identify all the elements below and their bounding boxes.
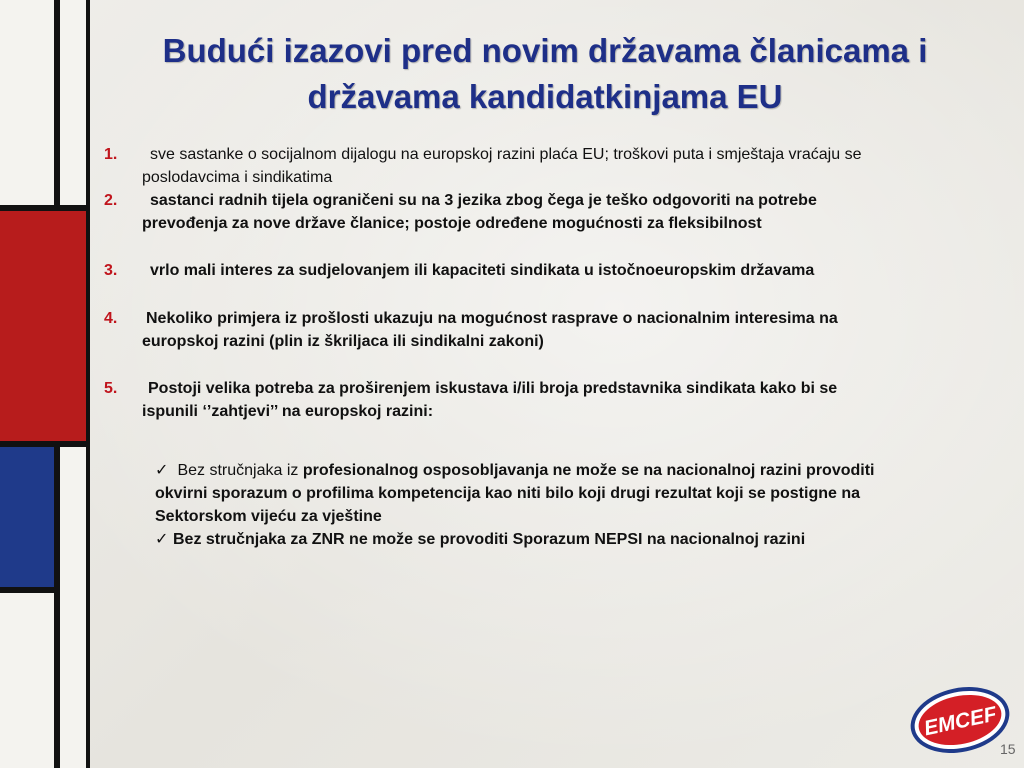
logo-text: EMCEF [921, 702, 999, 741]
list-item-2 [104, 189, 964, 235]
page-number: 15 [1000, 741, 1016, 757]
list-item-text-cont: europskoj razini (plin iz škriljaca ili sindikalni zakoni) [142, 333, 544, 350]
list-number: 4. [104, 310, 118, 327]
left-strip-blue-block [0, 447, 54, 587]
slide-title [120, 28, 970, 120]
left-strip-white-bottom-right [60, 447, 86, 768]
list-item-5 [104, 377, 964, 423]
list-item-3 [104, 259, 964, 282]
checkmark-icon: ✓ [155, 531, 169, 548]
numbered-list [104, 143, 964, 423]
title-line-1: Budući izazovi pred novim državama članicama i [162, 32, 928, 69]
check-bold-text: profesionalnog osposobljavanja ne može se na nacionalnoj razini provoditi [302, 462, 875, 479]
left-strip-red-block [0, 211, 86, 441]
left-strip-white-bottom [0, 593, 54, 768]
list-item-text-cont: prevođenja za nove države članice; postoje određene mogućnosti za fleksibilnost [142, 215, 762, 232]
list-item-text: vrlo mali interes za sudjelovanjem ili kapaciteti sindikata u istočnoeuropskim državama [150, 262, 815, 279]
list-item-text: sve sastanke o socijalnom dijalogu na europskoj razini plaća EU; troškovi puta i smještaja vraćaju se [150, 146, 862, 163]
left-strip-white-top-right [60, 0, 86, 205]
list-item-1 [104, 143, 964, 189]
check-text-cont: Sektorskom vijeću za vještine [155, 508, 382, 525]
list-number: 3. [104, 262, 118, 279]
title-line-2: državama kandidatkinjama EU [307, 78, 783, 115]
check-item-2 [155, 528, 955, 551]
list-number: 2. [104, 192, 118, 209]
check-item-1 [155, 459, 955, 528]
left-strip-white-top [0, 0, 54, 205]
list-number: 1. [104, 146, 118, 163]
check-bold-text: Bez stručnjaka za ZNR ne može se provoditi Sporazum NEPSI na nacionalnoj razini [173, 531, 806, 548]
emcef-logo [908, 684, 1012, 754]
list-item-4 [104, 307, 964, 353]
check-lead-text: Bez stručnjaka iz [177, 462, 303, 479]
list-item-text: sastanci radnih tijela ograničeni su na 3 jezika zbog čega je teško odgovoriti na potrebe [150, 192, 817, 209]
list-item-text-cont: poslodavcima i sindikatima [142, 169, 333, 186]
list-number: 5. [104, 380, 118, 397]
check-list [155, 459, 955, 551]
list-item-text-cont: ispunili ‘’zahtjevi’’ na europskoj razini: [142, 403, 434, 420]
checkmark-icon: ✓ [155, 462, 169, 479]
check-text-cont: okvirni sporazum o profilima kompetencija kao niti bilo koji drugi rezultat koji se postigne na [155, 485, 861, 502]
list-item-text: Nekoliko primjera iz prošlosti ukazuju na mogućnost rasprave o nacionalnim interesima na [146, 310, 838, 327]
list-item-text: Postoji velika potreba za proširenjem iskustava i/ili broja predstavnika sindikata kako bi se [148, 380, 838, 397]
